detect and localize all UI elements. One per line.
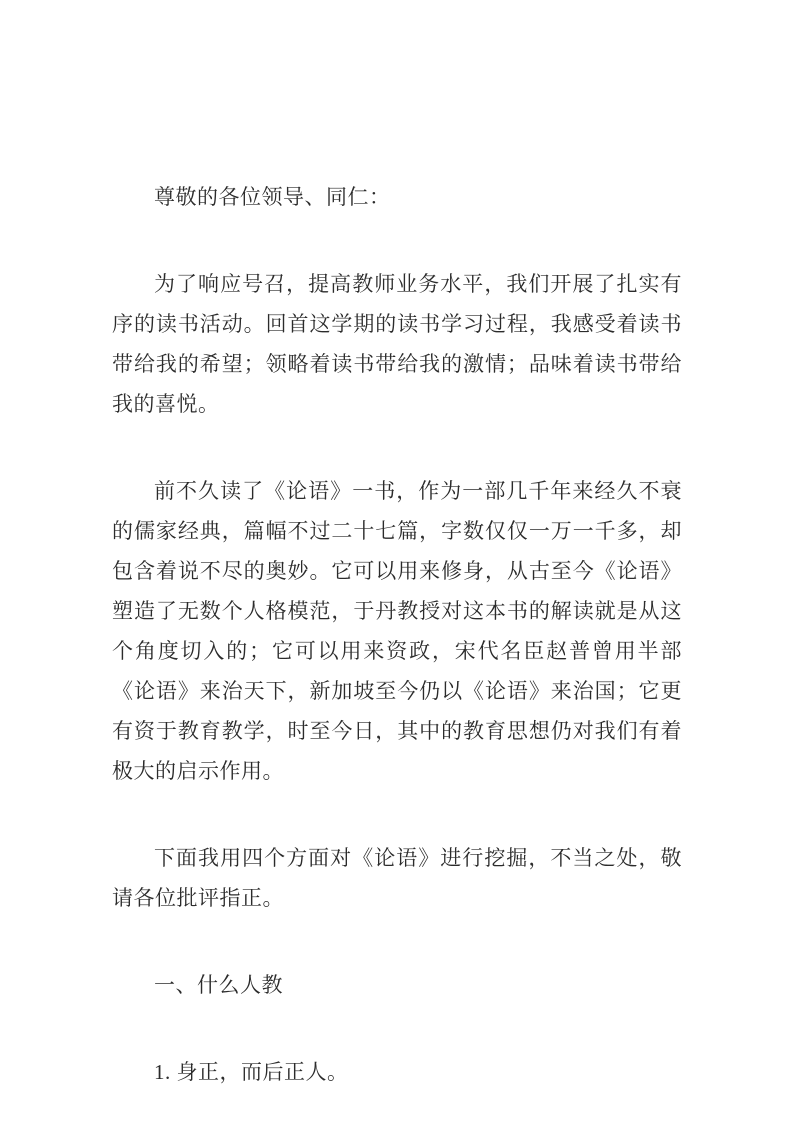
paragraph-lunyu-overview: 前不久读了《论语》一书，作为一部几千年来经久不衰的儒家经典，篇幅不过二十七篇，字数仅仅一万一千多，却包含着说不尽的奥妙。它可以用来修身，从古至今《论语》塑造了无数个人格模范，于丹教授对这本书的解读就是从这个角度切入的；它可以用来资政，宋代名臣赵普曾用半部《论语》来治天下，新加坡至今仍以《论语》来治国；它更有资于教育教学，时至今日，其中的教育思想仍对我们有着极大的启示作用。 [112, 479, 682, 783]
paragraph-intro: 为了响应号召，提高教师业务水平，我们开展了扎实有序的读书活动。回首这学期的读书学习过程，我感受着读书带给我的希望；领略着读书带给我的激情；品味着读书带给我的喜悦。 [112, 272, 682, 416]
salutation-line: 尊敬的各位领导、同仁： [154, 185, 391, 209]
list-item-1: 1. 身正，而后正人。 [154, 1060, 349, 1084]
paragraph-outline: 下面我用四个方面对《论语》进行挖掘，不当之处，敬请各位批评指正。 [112, 846, 682, 910]
section-heading-one: 一、什么人教 [154, 973, 283, 997]
